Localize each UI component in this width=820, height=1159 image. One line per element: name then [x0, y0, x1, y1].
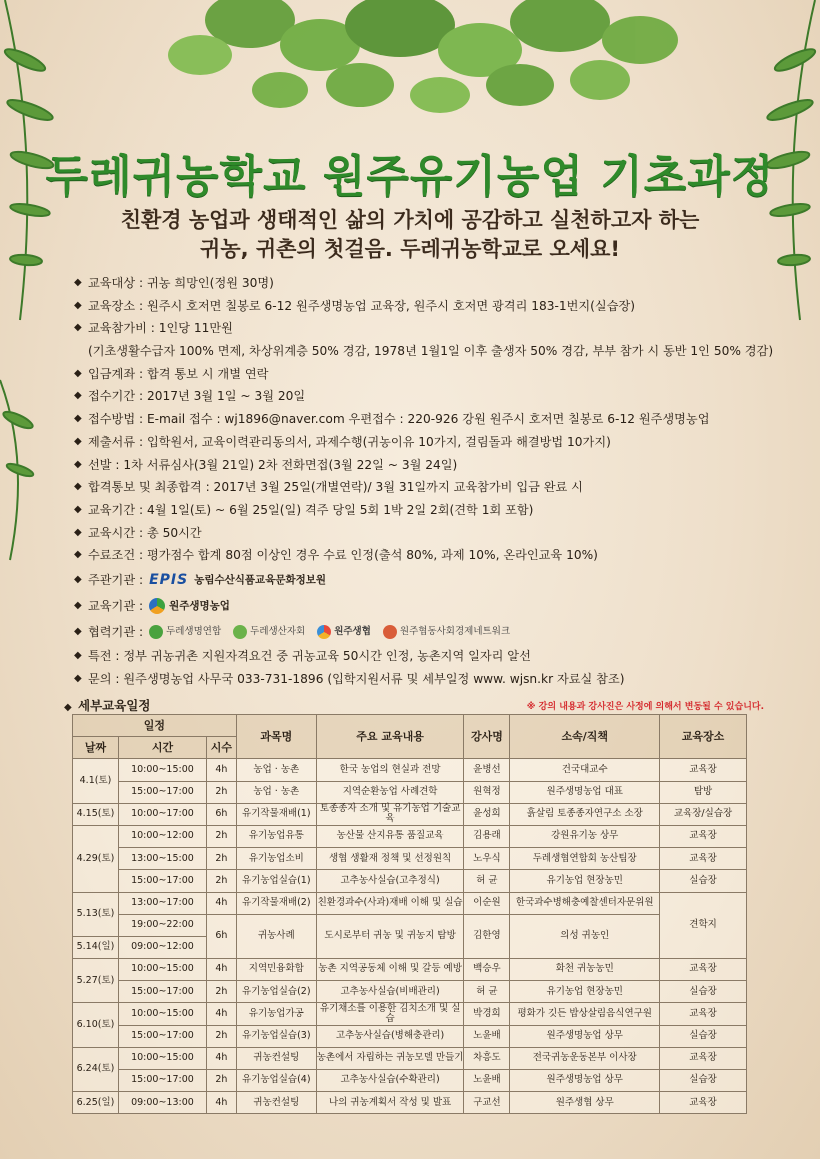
- diamond-icon: ◆: [74, 458, 82, 470]
- diamond-icon: ◆: [74, 413, 82, 425]
- info-fee: ◆ 교육참가비 : 1인당 11만원: [74, 317, 764, 340]
- diamond-icon: ◆: [74, 277, 82, 288]
- info-location: ◆ 교육장소 : 원주시 호저면 칠봉로 6-12 원주생명농업 교육장, 원주시 호저면 광격리 183-1번지(실습장): [74, 295, 764, 318]
- epis-logo: EPIS 농림수산식품교육문화정보원: [149, 571, 327, 588]
- info-partners: ◆ 협력기관 : 두레생명연합 두레생산자회 원주생협 원주협동사회경제네트워크: [74, 619, 764, 645]
- diamond-icon: ◆: [64, 702, 72, 713]
- table-row: 15:00~17:00 2h 유기농업실습(1) 고추농사실습(고추정식) 허 균 유기농업 현장농민 실습장: [73, 870, 747, 892]
- table-row: 6.24(토) 10:00~15:00 4h 귀농컨설팅 농촌에서 자립하는 귀농모델 만들기 차흥도 전국귀농운동본부 이사장 교육장: [73, 1047, 747, 1069]
- table-row: 6.10(토) 10:00~15:00 4h 유기농업가공 유기채소를 이용한 김치소개 및 실습 박경희 평화가 깃든 밥상살림음식연구원 교육장: [73, 1003, 747, 1025]
- header-time: 시간: [118, 737, 206, 759]
- info-period: ◆ 접수기간 : 2017년 3월 1일 ~ 3월 20일: [74, 385, 764, 408]
- diamond-icon: ◆: [74, 599, 82, 611]
- diamond-icon: ◆: [74, 672, 82, 684]
- info-duration: ◆ 교육기간 : 4월 1일(토) ~ 6월 25일(일) 격주 당일 5회 1박 2일 2회(견학 1회 포함): [74, 499, 764, 522]
- info-completion: ◆ 수료조건 : 평가점수 합계 80점 이상인 경우 수료 인정(출석 80%, 과제 10%, 온라인교육 10%): [74, 544, 764, 567]
- table-row: 5.27(토) 10:00~15:00 4h 지역민융화합 농촌 지역공동체 이해 및 갈등 예방 백승우 화천 귀농농민 교육장: [73, 959, 747, 981]
- table-row: 4.29(토) 10:00~12:00 2h 유기농업유통 농산물 산지유통 품질교육 김용래 강원유기농 상무 교육장: [73, 825, 747, 847]
- table-row: 15:00~17:00 2h 유기농업실습(3) 고추농사실습(병해충관리) 노윤배 원주생명농업 상무 실습장: [73, 1025, 747, 1047]
- header-schedule: 일정: [73, 715, 237, 737]
- partner-logo: 두레생명연합: [149, 621, 221, 644]
- schedule-title: ◆ 세부교육일정: [64, 698, 151, 713]
- table-row: 6.25(일) 09:00~13:00 4h 귀농컨설팅 나의 귀농계획서 작성 및 발표 구교선 원주생협 상무 교육장: [73, 1092, 747, 1114]
- info-selection: ◆ 선발 : 1차 서류심사(3월 21일) 2차 전화면접(3월 22일 ~ 3월 24일): [74, 454, 764, 477]
- diamond-icon: ◆: [74, 503, 82, 515]
- diamond-icon: ◆: [74, 526, 82, 538]
- schedule-table: [72, 714, 747, 1114]
- header-position: 소속/직책: [510, 715, 660, 759]
- partner-logo: 원주생협: [317, 621, 371, 644]
- network-logo-icon: [383, 625, 397, 639]
- coop-logo-icon: [317, 625, 331, 639]
- table-row: 19:00~22:00 6h 귀농사례 도시로부터 귀농 및 귀농지 탐방 김한영 의성 귀농인: [73, 914, 747, 936]
- wonju-logo: 원주생명농업: [149, 595, 230, 618]
- table-row: 4.1(토) 10:00~15:00 4h 농업 · 농촌 한국 농업의 현실과 전망 윤병선 건국대교수 교육장: [73, 759, 747, 781]
- wonju-logo-icon: [149, 598, 165, 614]
- partner-logo: 두레생산자회: [233, 621, 305, 644]
- info-benefit: ◆ 특전 : 정부 귀농귀촌 지원자격요건 중 귀농교육 50시간 인정, 농촌지역 일자리 알선: [74, 645, 764, 668]
- diamond-icon: ◆: [74, 573, 82, 585]
- info-documents: ◆ 제출서류 : 입학원서, 교육이력관리동의서, 과제수행(귀농이유 10가지, 걸림돌과 해결방법 10가지): [74, 431, 764, 454]
- info-target: ◆ 교육대상 : 귀농 희망인(정원 30명): [74, 272, 764, 295]
- diamond-icon: ◆: [74, 549, 82, 561]
- diamond-icon: ◆: [74, 649, 82, 661]
- header-content: 주요 교육내용: [316, 715, 464, 759]
- table-row: 5.13(토) 13:00~17:00 4h 유기작물재배(2) 친환경과수(사과)재배 이해 및 실습 이순원 한국과수병해충예찰센터자문위원 견학지: [73, 892, 747, 914]
- info-method: ◆ 접수방법 : E-mail 접수 : wj1896@naver.com 우편접수 : 220-926 강원 원주시 호저면 칠봉로 6-12 원주생명농업: [74, 408, 764, 431]
- header-subject: 과목명: [236, 715, 316, 759]
- header-date: 날짜: [73, 737, 119, 759]
- diamond-icon: ◆: [74, 390, 82, 402]
- partner-logos: [149, 621, 522, 644]
- leaf-decoration-icon: [0, 0, 820, 140]
- leaf-logo-icon: [149, 625, 163, 639]
- table-row: 13:00~15:00 2h 유기농업소비 생협 생활재 정책 및 선정원칙 노우식 두레생협연합회 농산팀장 교육장: [73, 848, 747, 870]
- table-header-row: [73, 715, 747, 737]
- subtitle-line-2: 귀농, 귀촌의 첫걸음. 두레귀농학교로 오세요!: [200, 237, 620, 261]
- subtitle-line-1: 친환경 농업과 생태적인 삶의 가치에 공감하고 실천하고자 하는: [120, 208, 700, 232]
- diamond-icon: ◆: [74, 481, 82, 493]
- table-row: 15:00~17:00 2h 농업 · 농촌 지역순환농업 사례견학 원혁정 원주생명농업 대표 탐방: [73, 781, 747, 803]
- diamond-icon: ◆: [74, 322, 82, 334]
- header-lecturer: 강사명: [464, 715, 510, 759]
- info-acceptance: ◆ 합격통보 및 최종합격 : 2017년 3월 25일(개별연락)/ 3월 31일까지 교육참가비 입금 완료 시: [74, 476, 764, 499]
- schedule-note: ※ 강의 내용과 강사진은 사정에 의해서 변동될 수 있습니다.: [526, 701, 764, 712]
- info-account: ◆ 입금계좌 : 합격 통보 시 개별 연락: [74, 363, 764, 386]
- table-row: 5.14(일) 09:00~12:00: [73, 936, 747, 958]
- partner-logo: 원주협동사회경제네트워크: [383, 621, 510, 644]
- table-row: 4.15(토) 10:00~17:00 6h 유기작물재배(1) 토종종자 소개 및 유기농업 기술교육 윤성희 흙살림 토종종자연구소 소장 교육장/실습장: [73, 803, 747, 825]
- header-hours: 시수: [206, 737, 236, 759]
- diamond-icon: ◆: [74, 435, 82, 447]
- page-title: 두레귀농학교 원주유기농업 기초과정: [45, 151, 775, 202]
- info-fee-discount: (기초생활수급자 100% 면제, 차상위계층 50% 경감, 1978년 1월1일 이후 출생자 50% 경감, 부부 참가 시 동반 1인 50% 경감): [88, 344, 774, 359]
- schedule-header: [64, 696, 764, 714]
- table-row: 15:00~17:00 2h 유기농업실습(4) 고추농사실습(수확관리) 노윤배 원주생명농업 상무 실습장: [73, 1070, 747, 1092]
- info-contact: ◆ 문의 : 원주생명농업 사무국 033-731-1896 (입학지원서류 및 세부일정 www. wjsn.kr 자료실 참조): [74, 668, 764, 691]
- diamond-icon: ◆: [74, 625, 82, 637]
- info-edu-org: ◆ 교육기관 : 원주생명농업: [74, 593, 764, 619]
- table-row: 15:00~17:00 2h 유기농업실습(2) 고추농사실습(비배관리) 허 균 유기농업 현장농민 실습장: [73, 981, 747, 1003]
- info-hours: ◆ 교육시간 : 총 50시간: [74, 522, 764, 545]
- diamond-icon: ◆: [74, 367, 82, 379]
- diamond-icon: ◆: [74, 299, 82, 311]
- info-host: ◆ 주관기관 : EPIS 농림수산식품교육문화정보원: [74, 567, 764, 593]
- header-place: 교육장소: [660, 715, 747, 759]
- leaf-logo-icon: [233, 625, 247, 639]
- info-list: [74, 272, 774, 690]
